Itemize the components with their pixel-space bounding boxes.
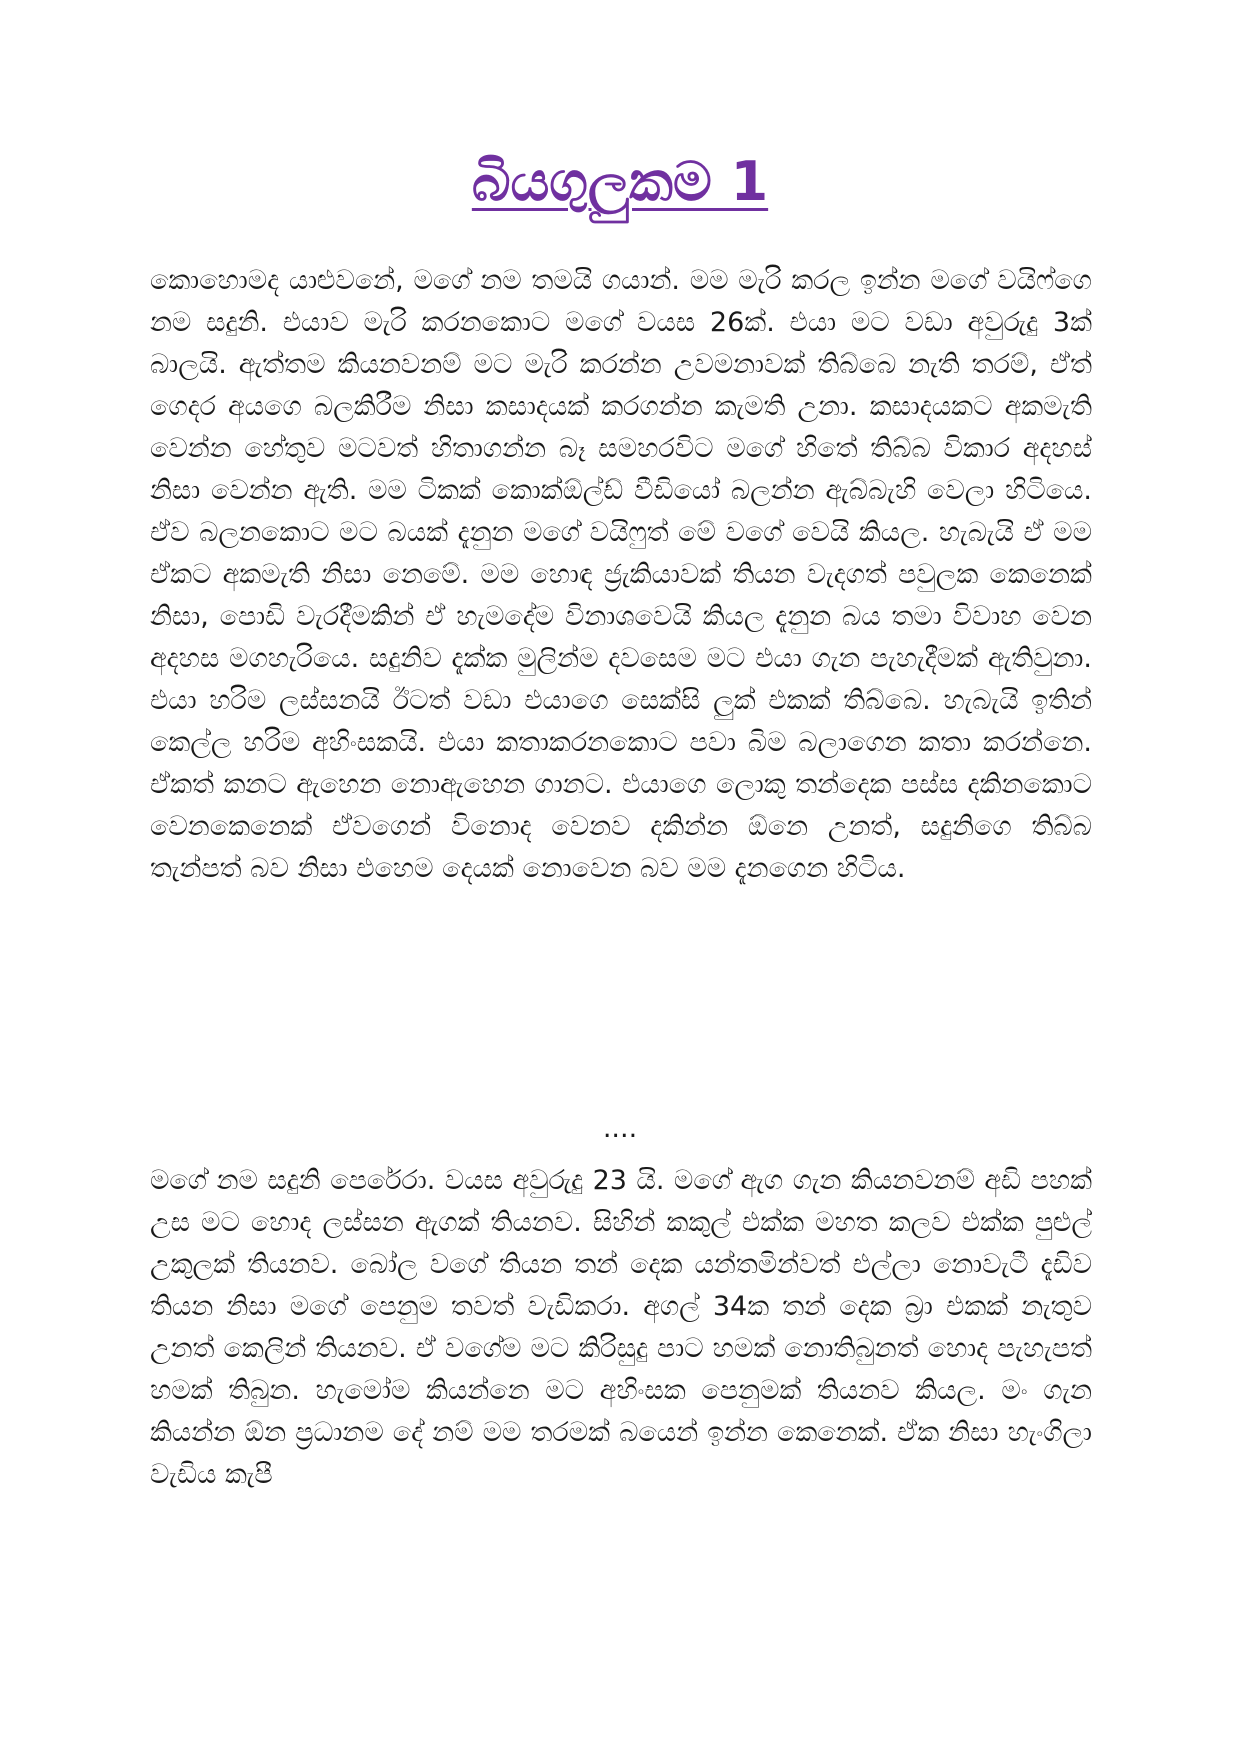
- story-paragraph-1: කොහොමද යාළුවනේ, මගේ නම තමයි ගයාන්. මම මැරි කරල ඉන්න මගේ වයිෆ්ගෙ නම සදුනි. එයාව මැරි කරනකොට මගේ වයස 26ක්. එයා මට වඩා අවුරුදු 3ක් බාලයි. ඇත්තම කියනවනම් මට මැරි කරන්න උවමනාවක් තිබ්බෙ නැති තරම්, ඒත් ගෙදර අයගෙ බලකිරීම නිසා කසාදයක් කරගන්න කැමති උනා. කසාදයකට අකමැති වෙන්න හේතුව මටවත් හිතාගන්න බෑ සමහරවිට මගේ හිතේ තිබ්බ විකාර අදහස් නිසා වෙන්න ඇති. මම ටිකක් කොක්ඕල්ඩ් වීඩියෝ බලන්න ඇබ්බැහි වෙලා හිටියෙ. ඒව බලනකොට මට බයක් දැනුන මගේ වයිෆුත් මේ වගේ වෙයි කියල. හැබැයි ඒ මම ඒකට අකමැති නිසා නෙමේ. මම හොඳ ජ්‍රැකියාවක් තියන වැදගත් පවුලක කෙනෙක් නිසා, පොඩි වැරදීමකින් ඒ හැමදේම විනාශවෙයි කියල දැනුන බය තමා විවාහ වෙන අදහස මගහැරියෙ. සදුනිව දැක්ක මුලින්ම දවසෙම මට එයා ගැන පැහැදීමක් ඇතිවුනා. එයා හරිම ලස්සනයි ඊටත් වඩා එයාගෙ සෙක්සි ලුක් එකක් තිබ්බෙ. හැබැයි ඉතින් කෙල්ල හරිම අහිංසකයි. එයා කතාකරනකොට පවා බිම බලාගෙන කතා කරන්නෙ. ඒකත් කනට ඇහෙන නොඇහෙන ගානට. එයාගෙ ලොකු තන්දෙක පස්ස දකිනකොට වෙනකෙනෙක් ඒවගෙන් විනොද වෙනව දකින්න ඕනෙ උනත්, සදුනිගෙ තිබ්බ තැන්පත් බව නිසා එහෙම දෙයක් නොවෙන බව මම දැනගෙන හිටිය.: [150, 265, 1092, 884]
- section-separator: ....: [602, 1113, 638, 1144]
- story-paragraph-2: මගේ නම සදුනි පෙරේරා. වයස අවුරුදු 23 යි. මගේ ඇග ගැන කියනවනම් අඩි පහක් උස මට හොද ලස්සන ඇගක් තියනව. සිහින් කකුල් එක්ක මහත කලව එක්ක පුළුල් උකුලක් තියනව. බෝල වගේ තියන තන් දෙක යන්තමින්වත් එල්ලා නොවැටී දැඩිව තියන නිසා මගේ පෙනුම තවත් වැඩිකරා. අගල් 34ක තන් දෙක බ්‍රා එකක් නැතුව උනත් කෙලින් තියනව. ඒ වගේම මට කිරිසුදු පාට හමක් නොතිබුනත් හොද පැහැපත් හමක් තිබුන. හැමෝම කියන්නෙ මට අහිංසක පෙනුමක් තියනව කියල. මං ගැන කියන්න ඕන ප්‍රධානම දේ නම් මම තරමක් බයෙන් ඉන්න කෙනෙක්. ඒක නිසා හැංගිලා වැඩිය කැපී: [150, 1165, 1092, 1490]
- document-title: බියගුලුකම 1: [471, 150, 769, 213]
